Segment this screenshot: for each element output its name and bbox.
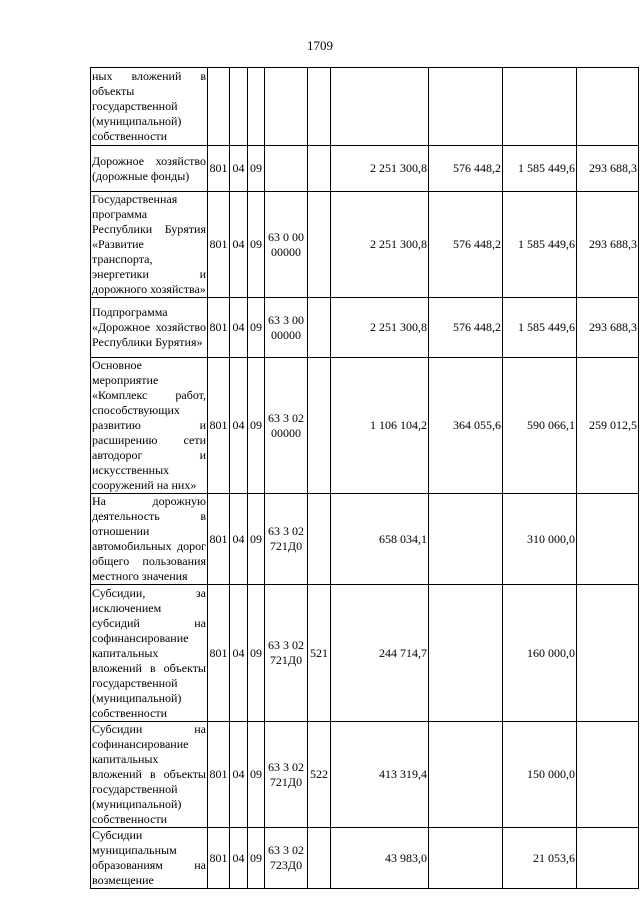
amount-cell-1: 1 106 104,2 [331, 358, 429, 494]
expense-type-code-cell [308, 494, 331, 585]
amount-cell-2 [429, 68, 503, 146]
row-name-cell: Дорожное хозяйство (дорожные фонды) [91, 146, 208, 192]
section-code-cell: 04 [230, 722, 248, 828]
ministry-code-cell: 801 [208, 722, 230, 828]
table-row [91, 192, 639, 298]
subsection-code-cell: 09 [248, 585, 265, 722]
section-code-cell [230, 68, 248, 146]
expense-type-code-cell [308, 68, 331, 146]
row-name-cell: На дорожную деятельность в отношении автомобильных дорог общего пользования местного значения [92, 494, 206, 583]
amount-cell-3: 1 585 449,6 [503, 298, 577, 358]
page-number: 1709 [307, 38, 333, 53]
ministry-code-cell: 801 [208, 585, 230, 722]
table-row [91, 828, 639, 889]
subsection-code-cell [248, 68, 265, 146]
subsection-code-cell: 09 [248, 146, 265, 192]
row-name-cell: ных вложений в объекты государственной (муниципальной) собственности [91, 68, 208, 146]
table-row [91, 585, 639, 722]
amount-cell-1: 43 983,0 [331, 828, 429, 889]
amount-cell-1: 2 251 300,8 [331, 192, 429, 298]
row-name-cell: Государственная программа Республики Бурятия «Развитие транспорта, энергетики и дорожного хозяйства» [92, 192, 206, 296]
target-article-code-cell [265, 68, 308, 146]
amount-cell-4 [577, 585, 639, 722]
section-code-cell: 04 [230, 585, 248, 722]
budget-table [90, 67, 639, 889]
amount-cell-4: 293 688,3 [577, 192, 639, 298]
section-code-cell: 04 [230, 298, 248, 358]
subsection-code-cell: 09 [248, 722, 265, 828]
amount-cell-3: 590 066,1 [503, 358, 577, 494]
row-name-cell: Субсидии на софинансирование капитальных вложений в объекты государственной (муниципальной) собственности [92, 722, 206, 826]
expense-type-code-cell [308, 828, 331, 889]
subsection-code-cell: 09 [248, 192, 265, 298]
row-name-cell: Субсидии, за исключением субсидий на софинансирование капитальных вложений в объекты государственной (муниципальной) собственности [92, 585, 206, 720]
subsection-code-cell: 09 [248, 494, 265, 585]
amount-cell-4: 259 012,5 [577, 358, 639, 494]
amount-cell-2 [429, 722, 503, 828]
table-row [91, 68, 639, 146]
row-name-cell: Субсидии муниципальным образованиям на возмещение [92, 828, 206, 887]
ministry-code-cell: 801 [208, 828, 230, 889]
amount-cell-4 [577, 722, 639, 828]
section-code-cell: 04 [230, 358, 248, 494]
ministry-code-cell: 801 [208, 298, 230, 358]
amount-cell-3: 1 585 449,6 [503, 146, 577, 192]
amount-cell-3: 310 000,0 [503, 494, 577, 585]
amount-cell-3: 1 585 449,6 [503, 192, 577, 298]
expense-type-code-cell [308, 146, 331, 192]
amount-cell-4 [577, 68, 639, 146]
target-article-code-cell: 63 0 00 00000 [265, 192, 308, 298]
expense-type-code-cell: 522 [308, 722, 331, 828]
subsection-code-cell: 09 [248, 828, 265, 889]
amount-cell-1: 244 714,7 [331, 585, 429, 722]
table-row [91, 298, 639, 358]
target-article-code-cell: 63 3 02 723Д0 [265, 828, 308, 889]
expense-type-code-cell [308, 298, 331, 358]
amount-cell-2: 576 448,2 [429, 146, 503, 192]
target-article-code-cell: 63 3 00 00000 [265, 298, 308, 358]
target-article-code-cell [265, 146, 308, 192]
ministry-code-cell: 801 [208, 192, 230, 298]
target-article-code-cell: 63 3 02 721Д0 [265, 722, 308, 828]
amount-cell-2: 364 055,6 [429, 358, 503, 494]
amount-cell-1: 413 319,4 [331, 722, 429, 828]
ministry-code-cell: 801 [208, 494, 230, 585]
table-row [91, 146, 639, 192]
amount-cell-2 [429, 494, 503, 585]
expense-type-code-cell [308, 358, 331, 494]
section-code-cell: 04 [230, 192, 248, 298]
subsection-code-cell: 09 [248, 298, 265, 358]
amount-cell-2 [429, 585, 503, 722]
row-name-cell: Основное мероприятие «Комплекс работ, способствующих развитию и расширению сети автодорог и искусственных сооружений на них» [92, 358, 206, 492]
target-article-code-cell: 63 3 02 00000 [265, 358, 308, 494]
target-article-code-cell: 63 3 02 721Д0 [265, 585, 308, 722]
table-row [91, 358, 639, 494]
target-article-code-cell: 63 3 02 721Д0 [265, 494, 308, 585]
table-row [91, 494, 639, 585]
ministry-code-cell: 801 [208, 146, 230, 192]
amount-cell-3: 160 000,0 [503, 585, 577, 722]
amount-cell-1: 2 251 300,8 [331, 146, 429, 192]
amount-cell-2: 576 448,2 [429, 192, 503, 298]
section-code-cell: 04 [230, 146, 248, 192]
amount-cell-1: 658 034,1 [331, 494, 429, 585]
amount-cell-1 [331, 68, 429, 146]
amount-cell-4 [577, 828, 639, 889]
amount-cell-4: 293 688,3 [577, 146, 639, 192]
amount-cell-2: 576 448,2 [429, 298, 503, 358]
amount-cell-4 [577, 494, 639, 585]
amount-cell-1: 2 251 300,8 [331, 298, 429, 358]
amount-cell-2 [429, 828, 503, 889]
section-code-cell: 04 [230, 828, 248, 889]
ministry-code-cell: 801 [208, 358, 230, 494]
amount-cell-3: 150 000,0 [503, 722, 577, 828]
budget-table-body [91, 68, 639, 889]
amount-cell-4: 293 688,3 [577, 298, 639, 358]
row-name-cell: Подпрограмма «Дорожное хозяйство Республики Бурятия» [91, 298, 208, 358]
expense-type-code-cell [308, 192, 331, 298]
subsection-code-cell: 09 [248, 358, 265, 494]
expense-type-code-cell: 521 [308, 585, 331, 722]
section-code-cell: 04 [230, 494, 248, 585]
amount-cell-3 [503, 68, 577, 146]
amount-cell-3: 21 053,6 [503, 828, 577, 889]
ministry-code-cell [208, 68, 230, 146]
table-row [91, 722, 639, 828]
